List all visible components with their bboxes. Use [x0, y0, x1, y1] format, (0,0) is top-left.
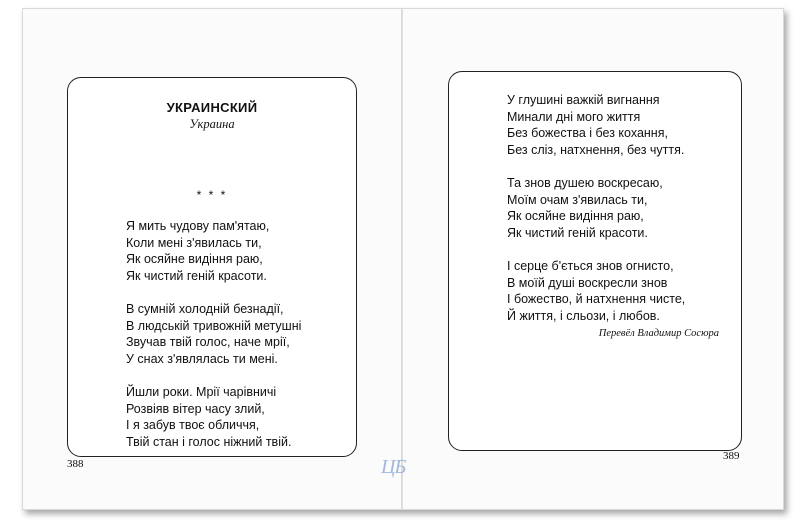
poem-line: В людській тривожній метушні [126, 318, 302, 333]
page-number-right: 389 [723, 450, 740, 462]
poem-line: Моїм очам з'явилась ти, [507, 192, 648, 207]
book-gutter [401, 9, 403, 509]
library-stamp-logo: ЦБ [381, 456, 406, 478]
poem-line: Та знов душею воскресаю, [507, 175, 663, 190]
country-subtitle: Украина [189, 117, 235, 131]
poem-line: У снах з'являлась ти мені. [126, 351, 278, 366]
poem-line: Коли мені з'явилась ти, [126, 235, 262, 250]
poem-line: Минали дні мого життя [507, 109, 641, 124]
right-page-frame [448, 71, 742, 451]
stanza-gap [507, 158, 685, 175]
language-title: УКРАИНСКИЙ [166, 100, 258, 115]
poem-right [507, 92, 685, 324]
poem-line: Як осяйне видіння раю, [126, 252, 263, 267]
poem-line: Звучав твій голос, наче мрії, [126, 335, 290, 350]
stanza-gap [126, 367, 301, 384]
poem-line: Розвіяв вітер часу злий, [126, 401, 265, 416]
poem-line: Йшли роки. Мрії чарівничі [126, 384, 277, 399]
poem-left [126, 218, 301, 450]
stanza-gap [126, 284, 301, 301]
poem-line: І серце б'ється знов огнисто, [507, 258, 674, 273]
poem-line: Як осяйне видіння раю, [507, 209, 644, 224]
poem-line: Як чистий геній красоти. [126, 268, 267, 283]
poem-line: І я забув твоє обличчя, [126, 418, 260, 433]
poem-line: Я мить чудову пам'ятаю, [126, 219, 270, 233]
book-spread [22, 8, 784, 510]
poem-line: Твій стан і голос ніжний твій. [126, 434, 292, 449]
left-page-frame [67, 77, 357, 457]
poem-separator: * * * [196, 188, 228, 202]
poem-line: У глушині важкій вигнання [507, 93, 660, 107]
translator-credit: Перевёл Владимир Сосюра [598, 328, 719, 339]
stanza-gap [507, 241, 685, 258]
poem-line: В сумній холодній безнадії, [126, 301, 284, 316]
poem-line: В моїй душі воскресли знов [507, 275, 668, 290]
page-number-left: 388 [67, 458, 84, 470]
poem-line: Без божества і без кохання, [507, 126, 668, 141]
poem-line: Й життя, і сльози, і любов. [507, 308, 660, 323]
poem-line: Як чистий геній красоти. [507, 225, 648, 240]
poem-line: Без сліз, натхнення, без чуття. [507, 142, 685, 157]
poem-line: І божество, й натхнення чисте, [507, 292, 686, 307]
